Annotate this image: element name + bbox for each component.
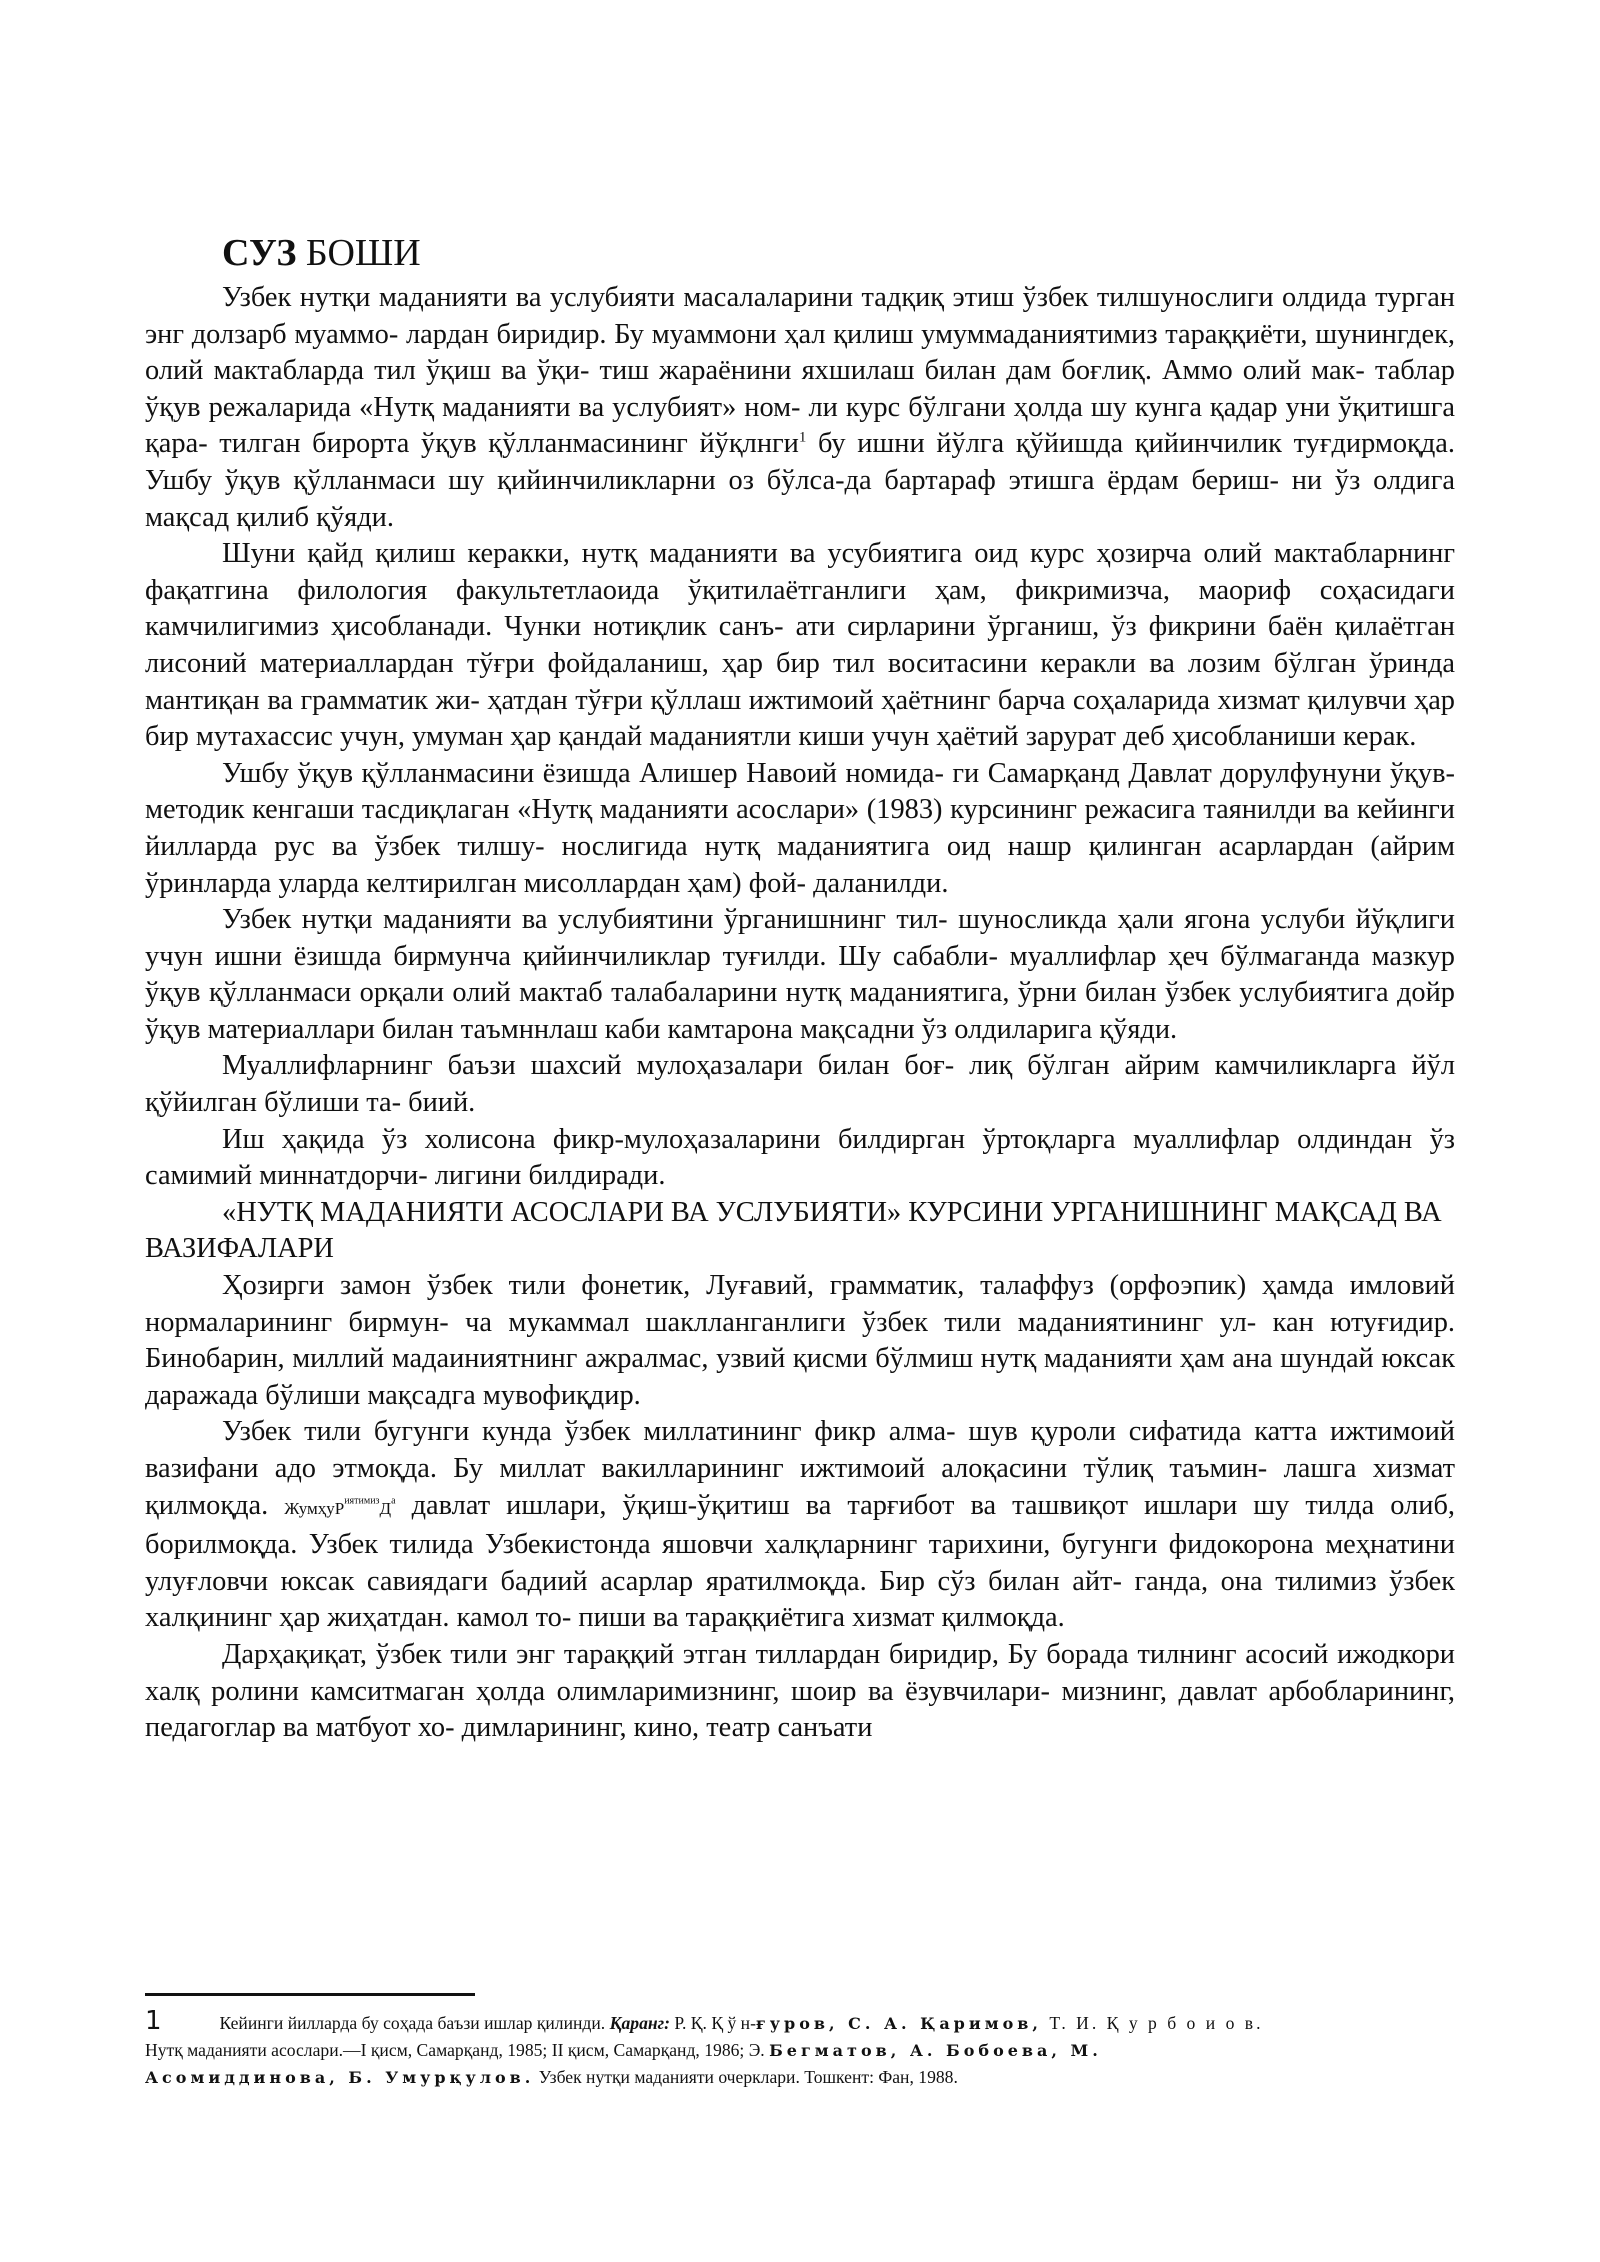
footnote-ref: 1 xyxy=(798,429,807,446)
footnote-authors-bold: ғуров, С. А. Қаримов, xyxy=(755,2014,1042,2033)
small-sup-2: а xyxy=(391,1495,396,1507)
paragraph-4: Узбек нутқи маданияти ва услубиятини ўрганишнинг тил- шуносликда ҳали ягона услуби йўқлиги учун ишни ёзишда бирмунча қийинчиликлар туғилди. Шу сабабли- муаллифлар ҳеч бўлмаганда мазкур ўқув қўлланмаси орқали олий мактаб талабаларини нутқ маданиятига, ўрни билан ўзбек услубиятига дойр ўқув материаллари билан таъмннлаш каби камтарона мақсадни ўз олдиларига қўяди. xyxy=(145,904,1455,1045)
paragraph-1-text-b: бу ишни йўлга қўйишда қийинчилик туғдирмоқда. Ушбу ўқув қўлланмаси шу қийинчиликларни оз бўлса-да бартараф этишга ёрдам бериш- ни ўз олдига мақсад қилиб қўяди. xyxy=(145,428,1455,533)
paragraph-5: Муаллифларнинг баъзи шахсий мулоҳазалари билан боғ- лиқ бўлган айрим камчиликларга йўл қўйилган бўлиши та- биий. xyxy=(145,1050,1455,1119)
footnote-ref-text-2: Узбек нутқи маданияти очерклари. Тошкент: Фан, 1988. xyxy=(534,2067,958,2087)
footnote-ref-text: Нутқ маданияти асослари.—I қисм, Самарқанд, 1985; II қисм, Самарқанд, 1986; Э. xyxy=(145,2040,770,2060)
paragraph-9: Дарҳақиқат, ўзбек тили энг тараққий этган тиллардан биридир, Бу борада тилнинг асосий ижодкори халқ ролини камситмаган ҳолда олимларимизнинг, шоир ва ёзувчилари- мизнинг, давлат арбобларининг, педагоглар ва матбуот хо- димларининг, кино, театр санъати xyxy=(145,1638,1455,1744)
paragraph-7: Ҳозирги замон ўзбек тили фонетик, Луғавий, грамматик, талаффуз (орфоэпик) ҳамда имловий нормаларининг бирмун- ча мукаммал шаклланганлиги ўзбек тили маданиятининг ул- кан ютуғидир. Бинобарин, миллий мадаиниятнинг ажралмас, узвий қисми бўлмиш нутқ маданияти ҳам ана шундай юксак даражада бўлиши мақсадга мувофиқдир. xyxy=(145,1270,1455,1411)
paragraph-1-text-a: Узбек нутқи маданияти ва услубияти масалаларини тадқиқ этиш ўзбек тилшунослиги олдида турган энг долзарб муаммо- лардан биридир. Бу муаммони ҳал қилиш умуммаданиятимиз тараққиёти, шунингдек, олий мактабларда тил ўқиш ва ўқи- тиш жараёнини яхшилаш билан дам боғлиқ. Аммо олий мак- таблар ўқув режаларида «Нутқ маданияти ва услубият» ном- ли курс бўлгани ҳолда шу кунга қадар уни ўқитишга қара- тилган бирорта ўқув қўлланмасининг йўқлнги xyxy=(145,282,1455,460)
paragraph-8-text-a: Узбек тили бугунги кунда ўзбек миллатининг фикр алма- шув қуроли сифатида катта ижтимоий вазифани адо этмоқда. Бу миллат вакилларининг ижтимоий алоқасини тўлиқ таъмин- лашга хизмат қилмоқда. xyxy=(145,1416,1455,1521)
footnote-line-2 xyxy=(145,2037,1455,2064)
footnote-author: Р. Қ. Қ ў н- xyxy=(670,2013,756,2033)
footnote-see: Қаранг: xyxy=(609,2013,671,2033)
page-title xyxy=(222,230,1455,276)
paragraph-2: Шуни қайд қилиш керакки, нутқ маданияти ва усубиятига оид курс ҳозирча олий мактабларнинг фақатгина филология факультетлаоида ўқитилаётганлиги ҳам, фикримизча, маориф соҳасидаги камчилигимиз ҳисобланади. Чунки нотиқлик санъ- ати сирларини ўрганиш, ўз фикрини баён қилаётган лисоний материаллардан тўғри фойдаланиш, ҳар бир тил воситасини керакли ва лозим бўлган ўринда мантиқан ва грамматик жи- ҳатдан тўғри қўллаш ижтимоий ҳаётнинг барча соҳаларида хизмат қилувчи ҳар бир мутахассис учун, умуман ҳар қандай маданиятли киши учун ҳаётий зарурат деб ҳисобланиши керак. xyxy=(145,538,1455,753)
small-text: ЖумҳуР xyxy=(284,1498,345,1518)
footnote-line-1 xyxy=(145,2008,1455,2037)
small-text-2: Д xyxy=(379,1498,392,1518)
footnote xyxy=(145,2008,1455,2091)
section-title: «НУТҚ МАДАНИЯТИ АСОСЛАРИ ВА УСЛУБИЯТИ» КУРСИНИ УРГАНИШНИНГ МАҚСАД ВА ВАЗИФАЛАРИ xyxy=(145,1196,1442,1265)
footnote-text: Кейинги йилларда бу соҳада баъзи ишлар қилинди. xyxy=(219,2013,610,2033)
footnote-divider xyxy=(145,1993,475,1996)
main-text xyxy=(145,230,1455,1747)
small-sup: иятимиз xyxy=(344,1495,380,1507)
paragraph-8 xyxy=(145,1414,1455,1637)
paragraph-8-text-b: давлат ишлари, ўқиш-ўқитиш ва тарғибот ва ташвиқот ишлари шу тилда олиб, борилмоқда. Узбек тилида Узбекистонда яшовчи халқларнинг тарихини, бугунги фидокорона меҳнатини улуғловчи юксак савиядаги бадиий асарлар яратилмоқда. Бир сўз билан айт- ганда, она тилимиз ўзбек халқининг ҳар жиҳатдан. камол то- пиши ва тараққиётига хизмат қилмоқда. xyxy=(145,1489,1455,1634)
page-title-rest: БОШИ xyxy=(296,232,421,274)
page-title-bold: СУЗ xyxy=(222,232,297,274)
footnote-line-3 xyxy=(145,2064,1455,2091)
footnote-author-2: Т. И. Қ у р б о и о в. xyxy=(1042,2013,1264,2033)
paragraph-1 xyxy=(145,280,1455,536)
paragraph-3: Ушбу ўқув қўлланмасини ёзишда Алишер Навоий номида- ги Самарқанд Давлат дорулфунуни ўқув-методик кенгаши тасдиқлаган «Нутқ маданияти асослари» (1983) курсининг режасига таянилди ва кейинги йилларда рус ва ўзбек тилшу- нослигида нутқ маданиятига оид нашр қилинган асарлардан (айрим ўринларда уларда келтирилган мисоллардан ҳам) фой- даланилди. xyxy=(145,757,1455,899)
paragraph-6: Иш ҳақида ўз холисона фикр-мулоҳазаларини билдирган ўртоқларга муаллифлар олдиндан ўз самимий миннатдорчи- лигини билдиради. xyxy=(145,1123,1455,1192)
footnote-authors-bold-3: Асомиддинова, Б. Умурқулов. xyxy=(145,2068,535,2087)
footnote-mark: 1 xyxy=(145,2006,162,2036)
footnote-authors-bold-2: Бегматов, А. Бобоева, М. xyxy=(769,2041,1102,2060)
